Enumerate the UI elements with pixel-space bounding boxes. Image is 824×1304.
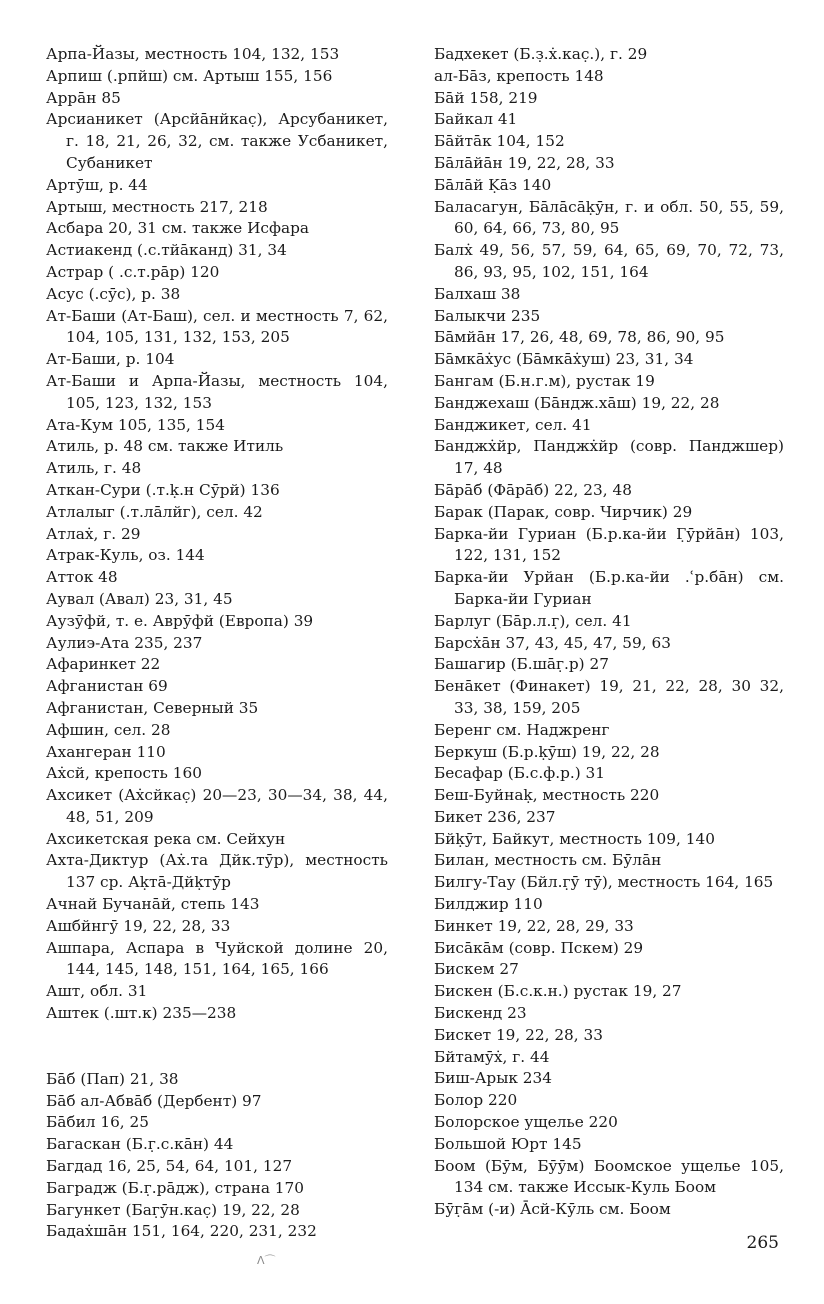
index-entry: Атлаẋ, г. 29: [46, 524, 141, 543]
index-entry: Балыкчи 235: [434, 306, 541, 325]
index-entry: Афганистан 69: [46, 677, 168, 696]
index-entry: Арпа-Йазы, местность 104, 132, 153: [46, 45, 340, 63]
index-entry: Бāрāб (Фāрāб) 22, 23, 48: [434, 480, 632, 499]
index-entry: Ат-Баши (Ат-Баш), сел. и местность 7, 62, 104, 105, 131, 132, 153, 205: [46, 306, 388, 347]
index-entry: Бесафар (Б.с.ф.р.) 31: [434, 764, 606, 783]
index-entry: Бāлāй Ḳāз 140: [434, 175, 552, 194]
index-entry: Ата-Кум 105, 135, 154: [46, 415, 225, 434]
index-entry: Бāб ал-Абвāб (Дербент) 97: [46, 1091, 262, 1110]
index-entry: Билан, местность см. Бӯлāн: [434, 851, 662, 870]
index-entry: Баградж (Б.г̣.рāдж), страна 170: [46, 1178, 305, 1197]
index-entry: Бāмкāẋус (Бāмкāẋуш) 23, 31, 34: [434, 350, 694, 369]
index-entry: Багункет (Баг̣ӯн.каc̣) 19, 22, 28: [46, 1200, 300, 1219]
index-entry: Бискет 19, 22, 28, 33: [434, 1025, 603, 1044]
index-entry: Астрар ( .с.т.рāр) 120: [46, 262, 220, 281]
index-entry: Байкал 41: [434, 110, 518, 129]
index-entry: Асбара 20, 31 см. также Исфара: [46, 219, 310, 238]
index-entry: Боом (Бӯм, Бӯӯм) Боомское ущелье 105, 134 см. также Иссык-Куль Боом: [434, 1156, 784, 1197]
index-entry: Баласагун, Бāлāсāḳӯн, г. и обл. 50, 55, 59, 60, 64, 66, 73, 80, 95: [434, 197, 784, 238]
index-entry: Асус (.сӯс), р. 38: [46, 284, 181, 303]
index-entry: Беш-Буйнаḳ, местность 220: [434, 786, 660, 805]
index-column-left: [46, 44, 388, 1243]
index-entry: Барка-йи Урйан (Б.р.ка-йи .ʿр.бāн) см. Барка-йи Гуриан: [434, 568, 784, 608]
index-entry: Барка-йи Гуриан (Б.р.ка-йи Г̣ӯрйāн) 103, 122, 131, 152: [434, 524, 784, 565]
index-entry: Ашпара, Аспара в Чуйской долине 20, 144, 145, 148, 151, 164, 165, 166: [46, 938, 388, 979]
index-entry: Ачнай Бучанāй, степь 143: [46, 895, 260, 914]
index-entry: Бискем 27: [434, 960, 519, 979]
index-entry: Аштек (.шт.к) 235—238: [46, 1004, 237, 1023]
index-entry: Бāй 158, 219: [434, 88, 538, 107]
index-entry: Бисāкāм (совр. Пскем) 29: [434, 938, 644, 957]
index-entry: Аррāн 85: [46, 88, 121, 107]
index-entry: Бāб (Пап) 21, 38: [46, 1069, 179, 1088]
index-entry: Аулиэ-Ата 235, 237: [46, 633, 203, 652]
index-entry: Ашт, обл. 31: [46, 982, 148, 1001]
index-entry: Бинкет 19, 22, 28, 29, 33: [434, 916, 634, 935]
index-entry: Барлуг (Бāр.л.г̣), сел. 41: [434, 611, 632, 630]
index-entry: Аувал (Авал) 23, 31, 45: [46, 589, 233, 608]
index-entry: Бāбил 16, 25: [46, 1113, 150, 1132]
index-entry: Беркуш (Б.р.ḳӯш) 19, 22, 28: [434, 742, 660, 761]
index-entry: Артыш, местность 217, 218: [46, 197, 268, 216]
index-entry: Бискен (Б.с.к.н.) рустак 19, 27: [434, 982, 682, 1001]
index-entry: Бенāкет (Финакет) 19, 21, 22, 28, 30 32, 33, 38, 159, 205: [434, 677, 784, 717]
page-number: 265: [746, 1233, 779, 1253]
index-entry: Аẋсй, крепость 160: [46, 764, 202, 783]
index-entry: Багдад 16, 25, 54, 64, 101, 127: [46, 1157, 293, 1176]
index-entry: Банджикет, сел. 41: [434, 415, 592, 434]
index-entry: Бискенд 23: [434, 1004, 527, 1023]
index-entry: Атиль, г. 48: [46, 459, 142, 478]
index-entry: Бāйтāк 104, 152: [434, 132, 565, 151]
index-entry: Афаринкет 22: [46, 655, 161, 674]
index-entry: Афшин, сел. 28: [46, 720, 171, 739]
index-entry: Ахта-Диктур (Аẋ.та Дйк.тӯр), местность 137 ср. Аḳтā-Дйḳтӯр: [46, 851, 388, 892]
index-entry: Ашбйнгӯ 19, 22, 28, 33: [46, 916, 231, 935]
index-entry: Большой Юрт 145: [434, 1134, 582, 1153]
index-entry: Афганистан, Северный 35: [46, 698, 259, 717]
index-entry: Биш-Арык 234: [434, 1069, 552, 1088]
index-entry: Ат-Баши, р. 104: [46, 350, 175, 369]
index-entry: Атток 48: [46, 568, 118, 587]
index-entry: Арпиш (.рпйш) см. Артыш 155, 156: [46, 66, 333, 85]
index-entry: Болор 220: [434, 1091, 518, 1110]
index-entry: Бйḳӯт, Байкут, местность 109, 140: [434, 829, 715, 848]
index-entry: Атиль, р. 48 см. также Итиль: [46, 437, 284, 456]
index-entry: Башагир (Б.шāг̣.р) 27: [434, 655, 609, 674]
index-entry: Артӯш, р. 44: [46, 175, 148, 194]
index-entry: Бāлāйāн 19, 22, 28, 33: [434, 153, 615, 172]
index-entry: Астиакенд (.с.тйāканд) 31, 34: [46, 241, 287, 260]
index-entry: Атрак-Куль, оз. 144: [46, 546, 205, 565]
index-entry: Балхаш 38: [434, 284, 521, 303]
index-entry: ал-Бāз, крепость 148: [434, 66, 604, 85]
index-entry: Барак (Парак, совр. Чирчик) 29: [434, 502, 693, 521]
index-entry: Балẋ 49, 56, 57, 59, 64, 65, 69, 70, 72, 73, 86, 93, 95, 102, 151, 164: [434, 241, 784, 281]
index-entry: Бадаẋшāн 151, 164, 220, 231, 232: [46, 1222, 317, 1241]
index-entry: Ахсикетская река см. Сейхун: [46, 829, 286, 848]
index-entry: Бикет 236, 237: [434, 807, 556, 826]
index-entry: Ат-Баши и Арпа-Йазы, местность 104, 105, 123, 132, 153: [46, 371, 388, 412]
index-entry: Беренг см. Наджренг: [434, 720, 610, 739]
index-entry: Бйтамӯẋ, г. 44: [434, 1047, 550, 1066]
index-entry: Барсẋāн 37, 43, 45, 47, 59, 63: [434, 633, 671, 652]
index-entry: Аузӯфй, т. е. Аврӯфй (Европа) 39: [46, 611, 314, 630]
index-entry: Банджẋйр, Панджẋйр (совр. Панджшер) 17, 48: [434, 437, 784, 478]
index-entry: Бӯг̣āм (-и) Āсй-Кӯль см. Боом: [434, 1200, 671, 1219]
scan-artifact-mark: ᐱ⌒: [257, 1254, 276, 1267]
index-entry: Бāмйāн 17, 26, 48, 69, 78, 86, 90, 95: [434, 328, 725, 347]
index-entry: Атлалыг (.т.лāлйг), сел. 42: [46, 502, 263, 521]
index-entry: Арсианикет (Арсйāнйкаc̣), Арсубаникет, г. 18, 21, 26, 32, см. также Усбаникет, Субаникет: [46, 110, 388, 172]
index-entry: Билджир 110: [434, 895, 543, 914]
index-entry: Бангам (Б.н.г.м), рустак 19: [434, 371, 655, 390]
index-entry: Ахсикет (Аẋсйкаc̣) 20—23, 30—34, 38, 44, 48, 51, 209: [46, 786, 388, 826]
index-entry: Аткан-Сури (.т.ḳ.н Сӯрй) 136: [46, 480, 280, 499]
index-entry: Бадхекет (Б.з̣.ẋ.каc̣.), г. 29: [434, 45, 648, 63]
index-entry: Багаскан (Б.г̣.с.кāн) 44: [46, 1135, 234, 1154]
index-column-right: [434, 44, 784, 1221]
index-entry: Билгу-Тау (Бйл.г̣ӯ тӯ), местность 164, 165: [434, 873, 774, 892]
index-entry: Банджехаш (Бāндж.хāш) 19, 22, 28: [434, 393, 720, 412]
index-entry: Болорское ущелье 220: [434, 1113, 618, 1132]
index-entry: Ахангеран 110: [46, 742, 166, 761]
